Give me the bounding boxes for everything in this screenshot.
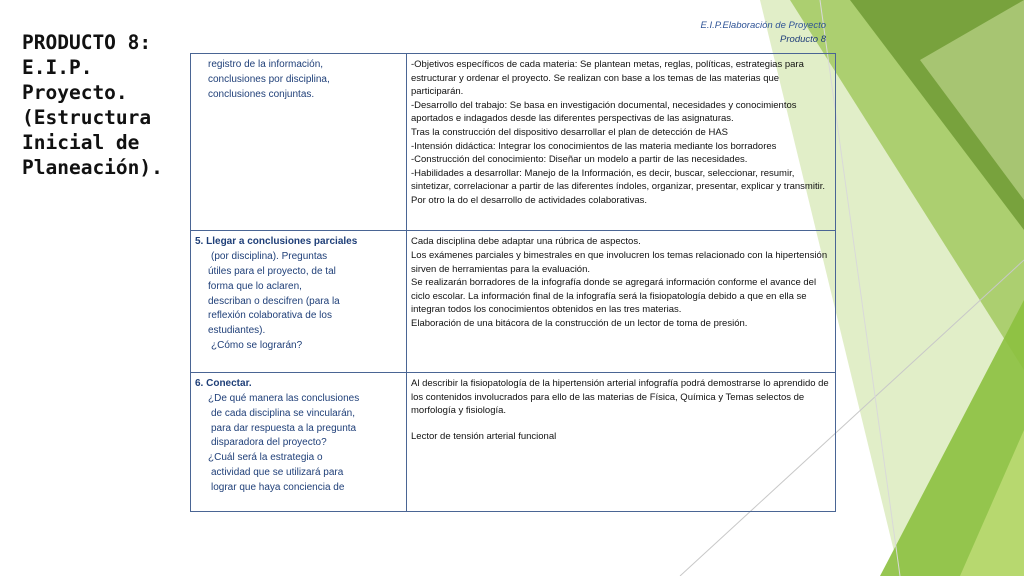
cell-line: útiles para el proyecto, de tal [208,265,336,277]
cell-line: forma que lo aclaren, [208,280,302,292]
cell-line: disparadora del proyecto? [211,437,327,449]
cell-line: lograr que haya conciencia de [211,481,345,493]
cell-paragraph: Cada disciplina debe adaptar una rúbrica de aspectos. [411,236,641,248]
cell-paragraph: -Habilidades a desarrollar: Manejo de la Información, es decir, buscar, seleccionar, resumir, sintetizar, correlacionar a partir de las diferentes índoles, organizar, presentar, explicar y transmitir. Por otro la do el desarrollo de actividades colaborativas. [411,167,825,206]
header [700,19,826,47]
cell-line: ¿De qué manera las conclusiones [208,392,360,404]
header-line-1: E.I.P.Elaboración de Proyecto [700,20,826,31]
table-cell-right [407,231,836,373]
cell-line: de cada disciplina se vincularán, [211,407,355,419]
cell-line: ¿Cuál será la estrategia o [208,452,323,464]
slide-title: PRODUCTO 8: E.I.P. Proyecto. (Estructura Inicial de Planeación). [22,31,163,179]
cell-line: ¿Cómo se lograrán? [211,339,303,351]
cell-paragraph: Lector de tensión arterial funcional [411,430,557,442]
cell-paragraph: Los exámenes parciales y bimestrales en que involucren los temas relacionado con la hipertensión sirven de herramientas para la evaluación. [411,249,828,275]
cell-line: registro de la información, [208,59,324,70]
cell-paragraph: -Intensión didáctica: Integrar los conocimientos de las materia mediante los borradores [411,140,777,152]
cell-paragraph: Al describir la fisiopatología de la hipertensión arterial infografía podrá demostrarse lo aprendido de los contenidos involucrados para ello de las materias de Física, Química y Temas selectos de morfología y fisiología. [411,378,829,417]
table-cell-right [407,373,836,512]
cell-line: estudiantes). [208,325,266,337]
cell-line: para dar respuesta a la pregunta [211,422,357,434]
cell-line: describan o descifren (para la [208,295,340,307]
table-row [191,231,836,373]
cell-paragraph: Tras la construcción del dispositivo desarrollar el plan de detección de HAS [411,126,729,138]
table-cell-left [191,54,407,231]
cell-paragraph: Se realizarán borradores de la infografía donde se agregará información conforme el avance del ciclo escolar. La información final de la infografía será la fisiopatología debido a que en ella se integran todos los conocimientos obtenidos en las tres materias. [411,277,817,316]
cell-paragraph: -Desarrollo del trabajo: Se basa en investigación documental, necesidades y conocimientos aportados e indagados desde las diferentes perspectivas de las asignaturas. [411,99,797,125]
cell-line: actividad que se utilizará para [211,466,344,478]
cell-heading: 6. Conectar. [195,378,252,390]
header-line-2: Producto 8 [780,34,826,45]
cell-line: (por disciplina). Preguntas [211,251,328,263]
cell-paragraph: -Objetivos específicos de cada materia: Se plantean metas, reglas, políticas, estrategias para estructurar y ordenar el proyecto. Se realizan con base a los temas de las materias que participarán. [411,59,804,98]
cell-line: conclusiones por disciplina, [208,73,330,85]
cell-heading: 5. Llegar a conclusiones parciales [195,236,358,248]
table-cell-left [191,373,407,512]
table-cell-right [407,54,836,231]
table-row [191,373,836,512]
table-cell-left [191,231,407,373]
cell-line: reflexión colaborativa de los [208,310,332,322]
planning-table [190,53,836,512]
cell-line: conclusiones conjuntas. [208,88,315,100]
table-row [191,54,836,231]
cell-paragraph: Elaboración de una bitácora de la construcción de un lector de toma de presión. [411,317,748,329]
cell-paragraph: -Construcción del conocimiento: Diseñar un modelo a partir de las necesidades. [411,154,748,166]
